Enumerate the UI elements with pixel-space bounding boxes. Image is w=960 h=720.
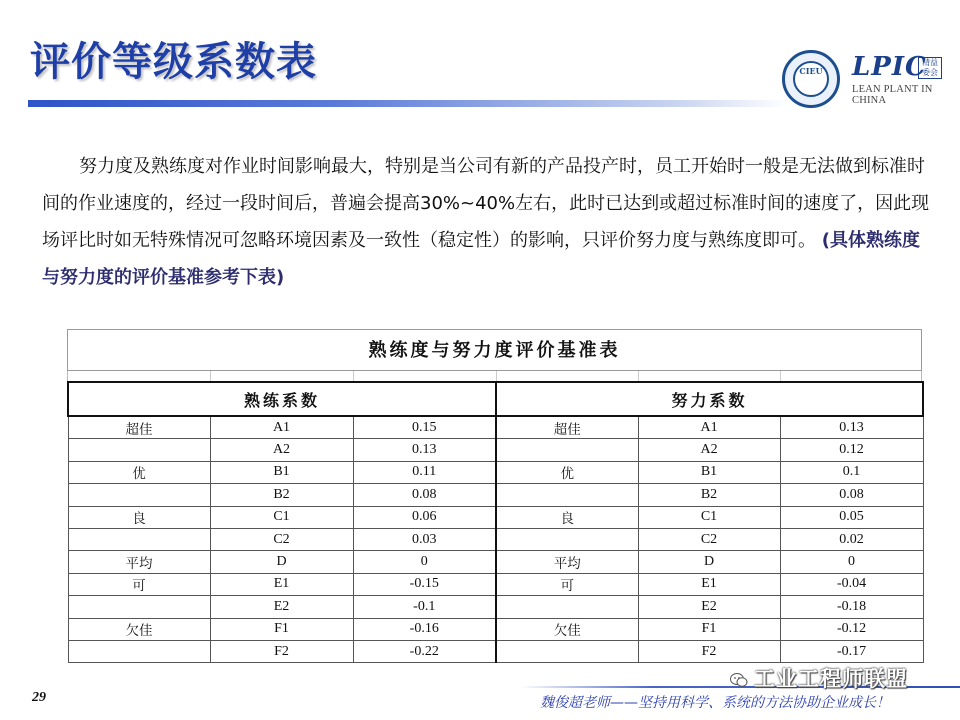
skill-value-cell: 0.06 [353,506,496,528]
skill-code-cell: F2 [210,640,353,662]
skill-code-cell: C2 [210,528,353,550]
table-row [68,461,923,483]
effort-value-cell: 0.12 [780,439,923,461]
table-row [68,528,923,550]
cieu-logo-text: CIEU [799,66,823,76]
lpic-logo-cn: 精益委会 [918,57,942,79]
effort-grade-cell [496,439,638,461]
table-row [68,640,923,662]
skill-code-cell: D [210,551,353,573]
effort-grade-cell [496,640,638,662]
page-number: 29 [32,690,46,705]
table-row [68,416,923,439]
table-caption: 熟练度与努力度评价基准表 [67,329,922,371]
effort-code-cell: D [638,551,780,573]
skill-grade-cell [68,596,210,618]
effort-header: 努力系数 [496,382,923,416]
effort-value-cell: -0.04 [780,573,923,595]
intro-paragraph [42,148,934,296]
skill-grade-cell [68,439,210,461]
footer-slogan: 魏俊超老师——坚持用科学、系统的方法协助企业成长！ [540,695,890,711]
skill-code-cell: C1 [210,506,353,528]
effort-value-cell: -0.17 [780,640,923,662]
skill-code-cell: E1 [210,573,353,595]
effort-grade-cell: 平均 [496,551,638,573]
skill-value-cell: 0 [353,551,496,573]
table-row [68,618,923,640]
title-underline [28,100,788,107]
table-row [68,439,923,461]
skill-header: 熟练系数 [68,382,496,416]
wechat-icon [730,672,748,688]
skill-code-cell: B1 [210,461,353,483]
skill-grade-cell: 欠佳 [68,618,210,640]
effort-grade-cell: 良 [496,506,638,528]
effort-grade-cell: 优 [496,461,638,483]
skill-grade-cell: 可 [68,573,210,595]
paragraph-note: (具体熟练度与努力度的评价基准参考下表) [42,230,920,288]
effort-grade-cell [496,528,638,550]
effort-code-cell: B2 [638,484,780,506]
effort-code-cell: A1 [638,416,780,439]
skill-grade-cell: 超佳 [68,416,210,439]
effort-grade-cell [496,484,638,506]
effort-value-cell: 0.08 [780,484,923,506]
rating-table [67,381,924,663]
skill-grade-cell [68,640,210,662]
lpic-logo-subtitle: LEAN PLANT IN CHINA [852,84,933,106]
table-spacer-row [67,371,922,381]
skill-value-cell: -0.16 [353,618,496,640]
table-row [68,484,923,506]
skill-code-cell: B2 [210,484,353,506]
skill-value-cell: 0.13 [353,439,496,461]
skill-code-cell: A2 [210,439,353,461]
watermark [730,663,908,693]
skill-code-cell: E2 [210,596,353,618]
effort-grade-cell: 欠佳 [496,618,638,640]
effort-grade-cell [496,596,638,618]
watermark-text: 工业工程师联盟 [754,667,908,691]
effort-code-cell: B1 [638,461,780,483]
effort-grade-cell: 可 [496,573,638,595]
table-row [68,573,923,595]
cieu-logo [782,50,840,108]
effort-value-cell: -0.12 [780,618,923,640]
effort-code-cell: F1 [638,618,780,640]
skill-value-cell: -0.1 [353,596,496,618]
skill-code-cell: A1 [210,416,353,439]
skill-grade-cell: 优 [68,461,210,483]
effort-value-cell: 0.1 [780,461,923,483]
slide-title: 评价等级系数表 [30,39,317,85]
effort-code-cell: A2 [638,439,780,461]
skill-value-cell: 0.11 [353,461,496,483]
paragraph-text: 努力度及熟练度对作业时间影响最大，特别是当公司有新的产品投产时，员工开始时一般是无法做到标准时间的作业速度的，经过一段时间后，普遍会提高30%~40%左右，此时已达到或超过标准时间的速度了，因此现场评比时如无特殊情况可忽略环境因素及一致性（稳定性）的影响，只评价努力度与熟练度即可。 [42,156,930,251]
table-row [68,551,923,573]
effort-code-cell: E2 [638,596,780,618]
effort-code-cell: E1 [638,573,780,595]
skill-value-cell: 0.08 [353,484,496,506]
table-row [68,596,923,618]
effort-code-cell: C1 [638,506,780,528]
skill-value-cell: 0.15 [353,416,496,439]
skill-value-cell: -0.22 [353,640,496,662]
skill-code-cell: F1 [210,618,353,640]
effort-value-cell: -0.18 [780,596,923,618]
skill-grade-cell: 良 [68,506,210,528]
table-row [68,506,923,528]
effort-value-cell: 0.02 [780,528,923,550]
effort-value-cell: 0.13 [780,416,923,439]
skill-grade-cell: 平均 [68,551,210,573]
skill-grade-cell [68,484,210,506]
table-header-row [68,382,923,416]
effort-code-cell: F2 [638,640,780,662]
skill-grade-cell [68,528,210,550]
skill-value-cell: 0.03 [353,528,496,550]
skill-value-cell: -0.15 [353,573,496,595]
effort-value-cell: 0.05 [780,506,923,528]
effort-value-cell: 0 [780,551,923,573]
effort-code-cell: C2 [638,528,780,550]
lpic-logo: LPIC [852,52,927,82]
rating-table-container [67,329,922,665]
effort-grade-cell: 超佳 [496,416,638,439]
